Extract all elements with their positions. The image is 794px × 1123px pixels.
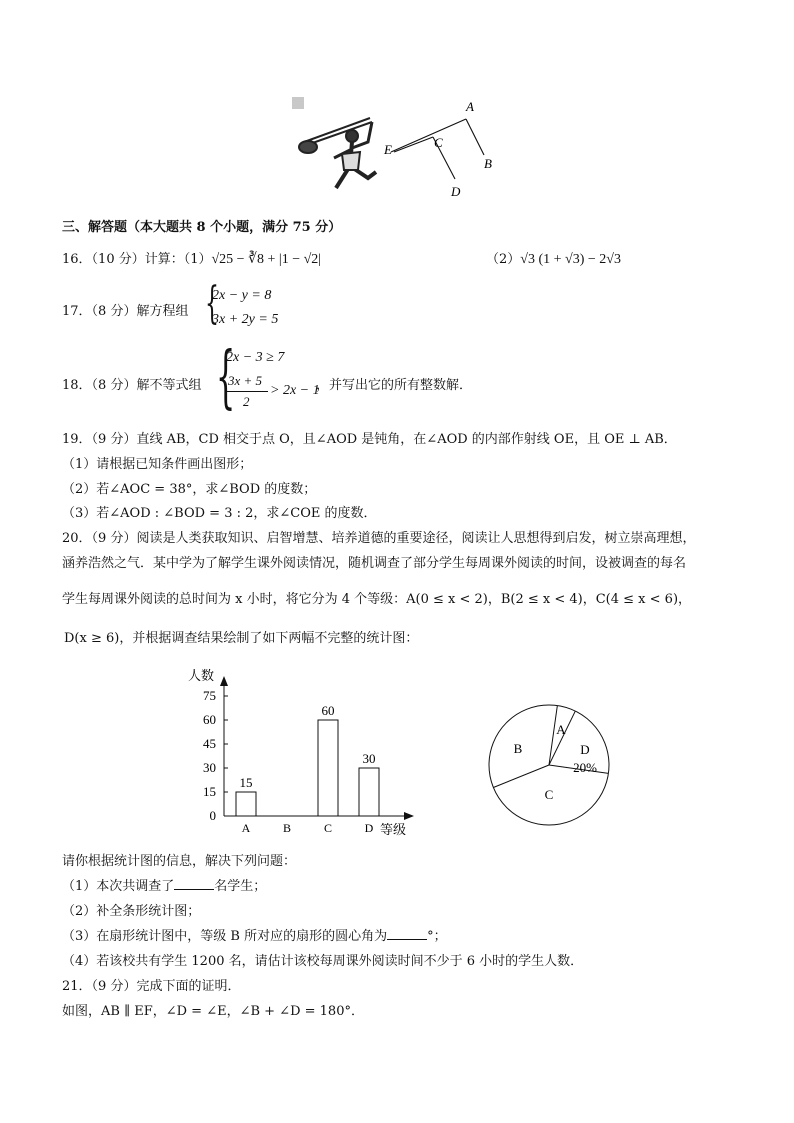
top-figure-svg	[288, 92, 518, 202]
q18-prefix: 18．（8 分）解不等式组	[62, 378, 202, 393]
q20-sub3	[62, 925, 447, 944]
bar-chart-svg	[180, 664, 430, 840]
y-tick-label: 60	[203, 712, 216, 727]
y-tick-label: 15	[203, 784, 216, 799]
q16-part1: √25 − ∛8 + |1 − √2|	[211, 252, 322, 267]
q20-sub2: （2）补全条形统计图；	[62, 904, 201, 919]
question-16-part2	[486, 248, 621, 268]
x-tick-label: B	[282, 821, 292, 835]
bar	[318, 720, 338, 816]
section-heading: 三、解答题（本大题共 8 个小题，满分 75 分）	[62, 220, 342, 235]
point-label-b: B	[484, 156, 492, 171]
q20-after-chart: 请你根据统计图的信息，解决下列问题：	[62, 854, 297, 869]
q16-part2: √3 (1 + √3) − 2√3	[520, 252, 621, 267]
bar-data-label: 15	[239, 775, 253, 790]
q20-sub4: （4）若该校共有学生 1200 名，请估计该校每周课外阅读时间不少于 6 小时的学生人数．	[62, 954, 584, 969]
question-16	[62, 248, 321, 268]
point-label-c: C	[434, 135, 443, 150]
placeholder-square-icon	[292, 97, 304, 109]
x-axis-label: 等级	[380, 822, 407, 837]
q20-sub3-a: （3）在扇形统计图中，等级 B 所对应的扇形的圆心角为	[62, 929, 388, 944]
q19-sub1: （1）请根据已知条件画出图形；	[62, 457, 253, 472]
q16-part2-prefix: （2）	[486, 252, 521, 267]
y-tick-label: 45	[203, 736, 216, 751]
q20-line3: 学生每周课外阅读的总时间为 x 小时，将它分为 4 个等级：A(0 ≤ x < 2)，B(2 ≤ x < 4)，C(4 ≤ x < 6)，	[62, 592, 692, 607]
q20-sub1-a: （1）本次共调查了	[62, 879, 175, 894]
q18-frac-num: 3x + 5	[228, 373, 263, 388]
bar-data-label: 30	[362, 751, 376, 766]
q21-stem: 21．（9 分）完成下面的证明．	[62, 979, 241, 994]
q17-eq1: 2x − y = 8	[212, 288, 272, 303]
pie-annotation-d: 20%	[573, 760, 597, 775]
bar	[359, 768, 379, 816]
point-label-d: D	[451, 184, 461, 199]
q20-line4: D(x ≥ 6)，并根据调查结果绘制了如下两幅不完整的统计图：	[64, 631, 419, 646]
q18-frac-den: 2	[243, 394, 250, 409]
q19-stem: 19．（9 分）直线 AB，CD 相交于点 O，且∠AOD 是钝角，在∠AOD 的内部作射线 OE，且 OE ⊥ AB．	[62, 432, 677, 447]
q17-brace: {	[205, 278, 219, 329]
q18-brace: {	[215, 338, 236, 417]
q18-frac-bar	[226, 391, 268, 392]
x-tick-label: A	[241, 821, 251, 835]
pie-label-c: C	[544, 787, 554, 802]
pie-label-a: A	[556, 722, 566, 737]
q18-eq2-rest: > 2x − 1	[270, 383, 320, 398]
point-label-e: E	[384, 142, 392, 157]
skipping-person-icon	[299, 118, 376, 188]
q20-line1: 20．（9 分）阅读是人类获取知识、启智增慧、培养道德的重要途径，阅读让人思想得到启发，树立崇高理想，	[62, 531, 696, 546]
pie-label-d: D	[580, 742, 590, 757]
q18-suffix: ，并写出它的所有整数解．	[316, 378, 473, 393]
q20-blank-3[interactable]	[387, 927, 427, 940]
q20-sub1	[62, 875, 266, 894]
x-axis-arrow	[404, 812, 414, 820]
pie-chart-svg	[484, 700, 614, 830]
q20-sub3-b: °；	[427, 929, 447, 944]
q20-blank-1[interactable]	[174, 877, 214, 890]
q21-given: 如图，AB ∥ EF，∠D = ∠E，∠B + ∠D = 180°．	[62, 1004, 364, 1019]
top-figure	[288, 92, 518, 202]
x-tick-label: D	[364, 821, 374, 835]
y-tick-label: 0	[209, 808, 216, 823]
q18-eq1: 2x − 3 ≥ 7	[226, 350, 285, 365]
q16-prefix: 16．（10 分）计算：（1）	[62, 252, 212, 267]
pie-chart	[484, 700, 614, 830]
bar-chart	[180, 664, 430, 840]
bar-data-label: 60	[321, 703, 335, 718]
bar	[236, 792, 256, 816]
y-tick-label: 75	[203, 688, 216, 703]
question-17	[62, 300, 188, 319]
y-axis-label: 人数	[188, 668, 215, 683]
pie-label-b: B	[513, 741, 523, 756]
q17-prefix: 17．（8 分）解方程组	[62, 304, 189, 319]
q20-sub1-b: 名学生；	[214, 879, 267, 894]
q19-sub2: （2）若∠AOC = 38°，求∠BOD 的度数；	[62, 482, 317, 497]
x-tick-label: C	[323, 821, 333, 835]
y-tick-label: 30	[203, 760, 216, 775]
q20-line2: 涵养浩然之气．某中学为了解学生课外阅读情况，随机调查了部分学生每周课外阅读的时间，设被调查的每名	[62, 556, 687, 571]
q19-sub3: （3）若∠AOD : ∠BOD = 3 : 2，求∠COE 的度数．	[62, 506, 377, 521]
point-label-a: A	[466, 99, 474, 114]
y-axis-arrow	[220, 676, 228, 686]
q17-eq2: 3x + 2y = 5	[212, 312, 279, 327]
question-18	[62, 374, 201, 393]
